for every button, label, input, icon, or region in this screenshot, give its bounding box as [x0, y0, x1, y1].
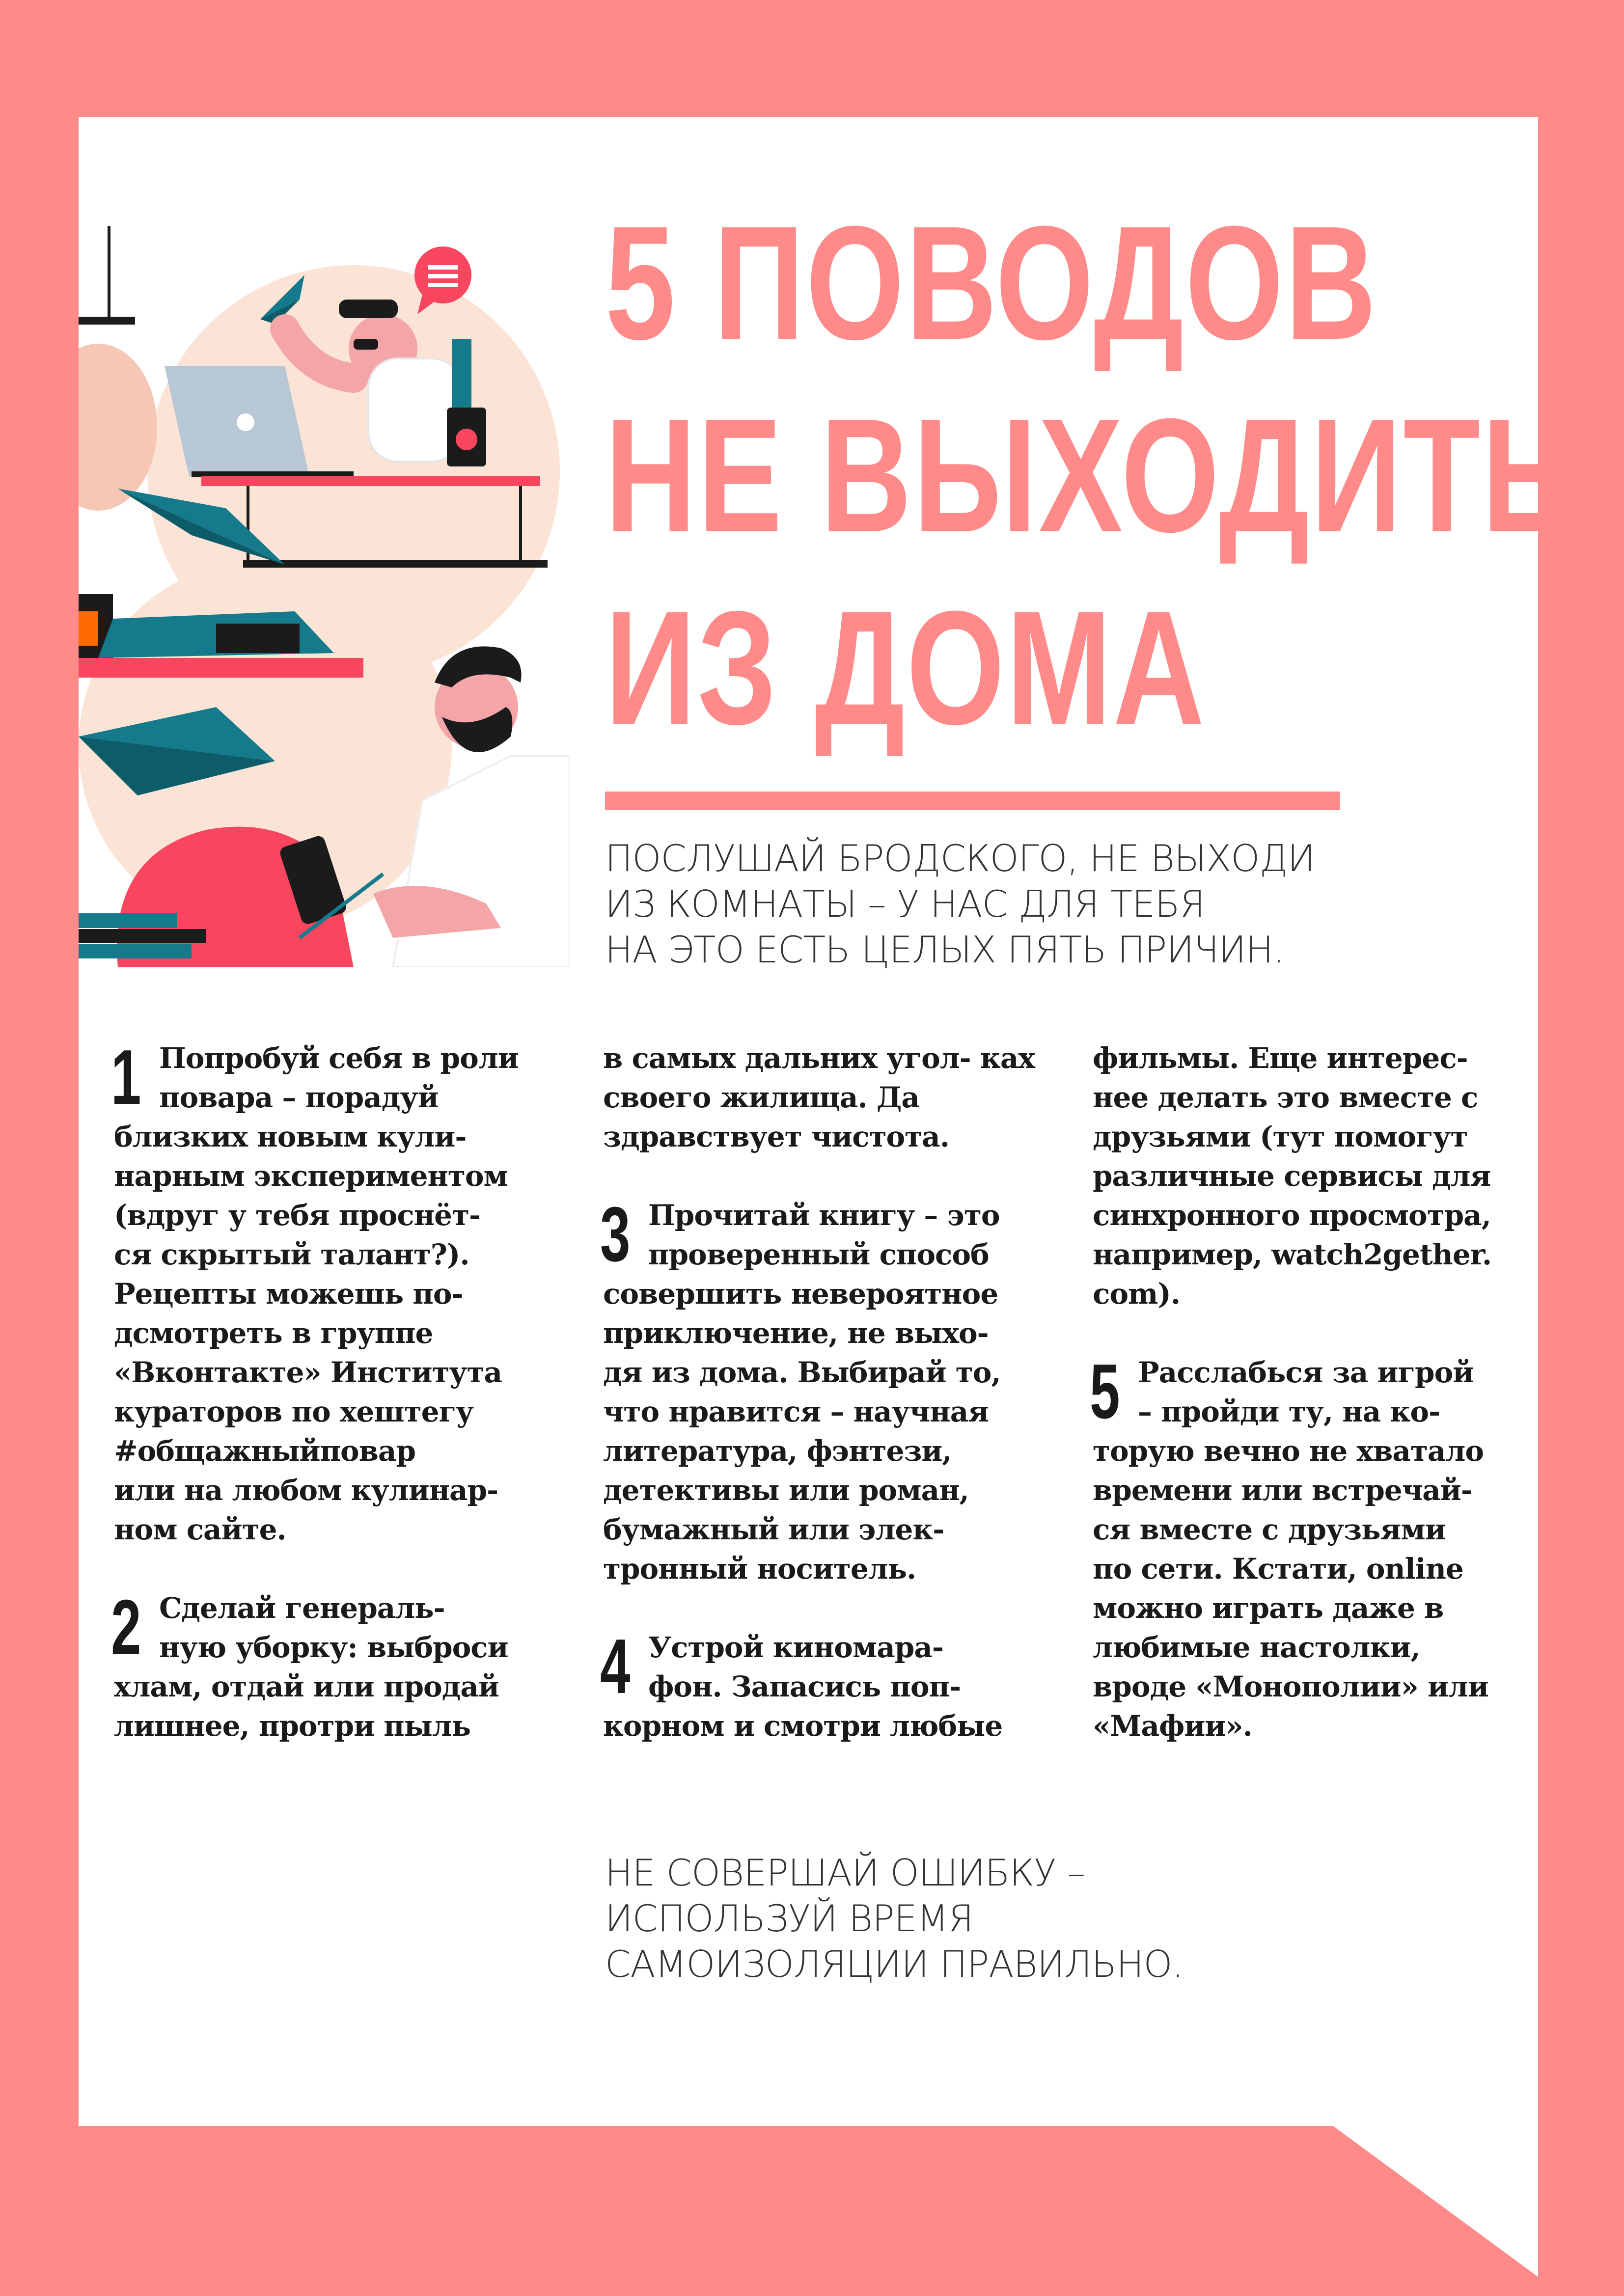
reason-number: 2 [111, 1584, 141, 1670]
reason-line: тронный носитель. [603, 1552, 916, 1585]
reason-line: друзьями (тут помогут [1093, 1120, 1468, 1153]
reason-line: фон. Запасись поп- [648, 1670, 961, 1703]
reason-line: Расслабься за игрой [1138, 1356, 1474, 1389]
reason-item-2 [111, 1584, 546, 1746]
lead-paragraph [605, 836, 1391, 973]
reason-item-4 [600, 1623, 1035, 1746]
reason-line: хлам, отдай или продай [114, 1670, 499, 1703]
lead-line: ПОСЛУШАЙ БРОДСКОГО, НЕ ВЫХОДИ [605, 837, 1315, 880]
reason-line: или на любом кулинар- [114, 1474, 498, 1507]
outro-line: НЕ СОВЕРШАЙ ОШИБКУ – [605, 1851, 1085, 1894]
reason-line: синхронного просмотра, [1093, 1199, 1491, 1232]
reason-line: кураторов по хештегу [114, 1395, 474, 1428]
reason-item-5 [1090, 1348, 1525, 1746]
reason-line: ся скрытый талант?). [114, 1238, 469, 1271]
reason-line: Попробуй себя в роли [159, 1041, 519, 1075]
reason-line: Рецепты можешь по- [114, 1277, 463, 1311]
reason-line: здравствует чистота. [603, 1120, 949, 1153]
reason-line: корном и смотри любые [603, 1709, 1003, 1743]
reason-line: «Мафии». [1093, 1709, 1252, 1743]
reason-line: приключение, не выхо- [603, 1316, 989, 1350]
title-underline [605, 792, 1340, 810]
poster-title [605, 187, 1574, 764]
reason-line: #общажныйповар [114, 1434, 416, 1468]
reason-line: фильмы. Еще интерес- [1093, 1041, 1468, 1075]
reason-line: ную уборку: выброси [159, 1631, 508, 1664]
reason-number: 3 [600, 1191, 630, 1278]
reason-line: «Вконтакте» Института [114, 1356, 502, 1389]
reason-line: детективы или роман, [603, 1474, 969, 1507]
reason-line: лишнее, протри пыль [114, 1709, 471, 1743]
remote-work-illustration [79, 216, 570, 967]
reason-line: близких новым кули- [114, 1120, 467, 1153]
reason-number: 1 [111, 1034, 141, 1121]
reason-line: вроде «Монополии» или [1093, 1670, 1489, 1703]
reason-line: можно играть даже в [1093, 1591, 1444, 1625]
reason-line: что нравится – научная [603, 1395, 989, 1428]
reason-line: повара – порадуй [159, 1081, 439, 1114]
outro-line: ИСПОЛЬЗУЙ ВРЕМЯ [605, 1897, 973, 1940]
closing-note [605, 1850, 1391, 1987]
reason-line: различные сервисы для [1093, 1159, 1491, 1193]
reason-line: ся вместе с друзьями [1093, 1513, 1446, 1546]
reason-line: Сделай генераль- [159, 1591, 445, 1625]
reason-line: ках своего жилища. Да [603, 1041, 1035, 1114]
title-line: ИЗ ДОМА [605, 577, 1206, 758]
lead-line: ИЗ КОМНАТЫ – У НАС ДЛЯ ТЕБЯ [605, 882, 1205, 926]
outro-line: САМОИЗОЛЯЦИИ ПРАВИЛЬНО. [605, 1942, 1184, 1986]
lead-line: НА ЭТО ЕСТЬ ЦЕЛЫХ ПЯТЬ ПРИЧИН. [605, 928, 1284, 971]
reason-line: литература, фэнтези, [603, 1434, 952, 1468]
reason-line: в самых дальних угол- [603, 1041, 971, 1075]
reason-line: com). [1093, 1277, 1181, 1311]
reason-line: по сети. Кстати, online [1093, 1552, 1463, 1585]
reason-line: ном сайте. [114, 1513, 286, 1546]
reason-line: любимые настолки, [1093, 1631, 1420, 1664]
reason-item-1 [111, 1034, 546, 1549]
reason-line: нарным экспериментом [114, 1159, 508, 1193]
reason-line: Устрой киномара- [648, 1631, 943, 1664]
title-line: НЕ ВЫХОДИТЬ [605, 384, 1574, 566]
reason-line: (вдруг у тебя проснёт- [114, 1199, 481, 1232]
reason-line: например, watch2gether. [1093, 1238, 1492, 1271]
reason-line: дя из дома. Выбирай то, [603, 1356, 1001, 1389]
reason-line: времени или встречай- [1093, 1474, 1472, 1507]
reason-line: торую вечно не хватало [1093, 1434, 1484, 1468]
reason-line: дсмотреть в группе [114, 1316, 433, 1350]
reason-item-3 [600, 1191, 1035, 1588]
reason-number: 4 [600, 1623, 630, 1710]
reason-line: нее делать это вместе с [1093, 1081, 1478, 1114]
title-line: 5 ПОВОДОВ [605, 192, 1378, 373]
reason-line: Прочитай книгу – это [648, 1199, 1000, 1232]
reason-line: совершить невероятное [603, 1277, 998, 1311]
text-column-2 [600, 1039, 1035, 1746]
reason-line: – пройди ту, на ко- [1138, 1395, 1440, 1428]
reason-line: проверенный способ [648, 1238, 989, 1271]
text-column-1 [111, 1034, 546, 1746]
reason-number: 5 [1090, 1348, 1120, 1435]
reason-line: бумажный или элек- [603, 1513, 944, 1546]
text-column-3 [1090, 1039, 1525, 1746]
